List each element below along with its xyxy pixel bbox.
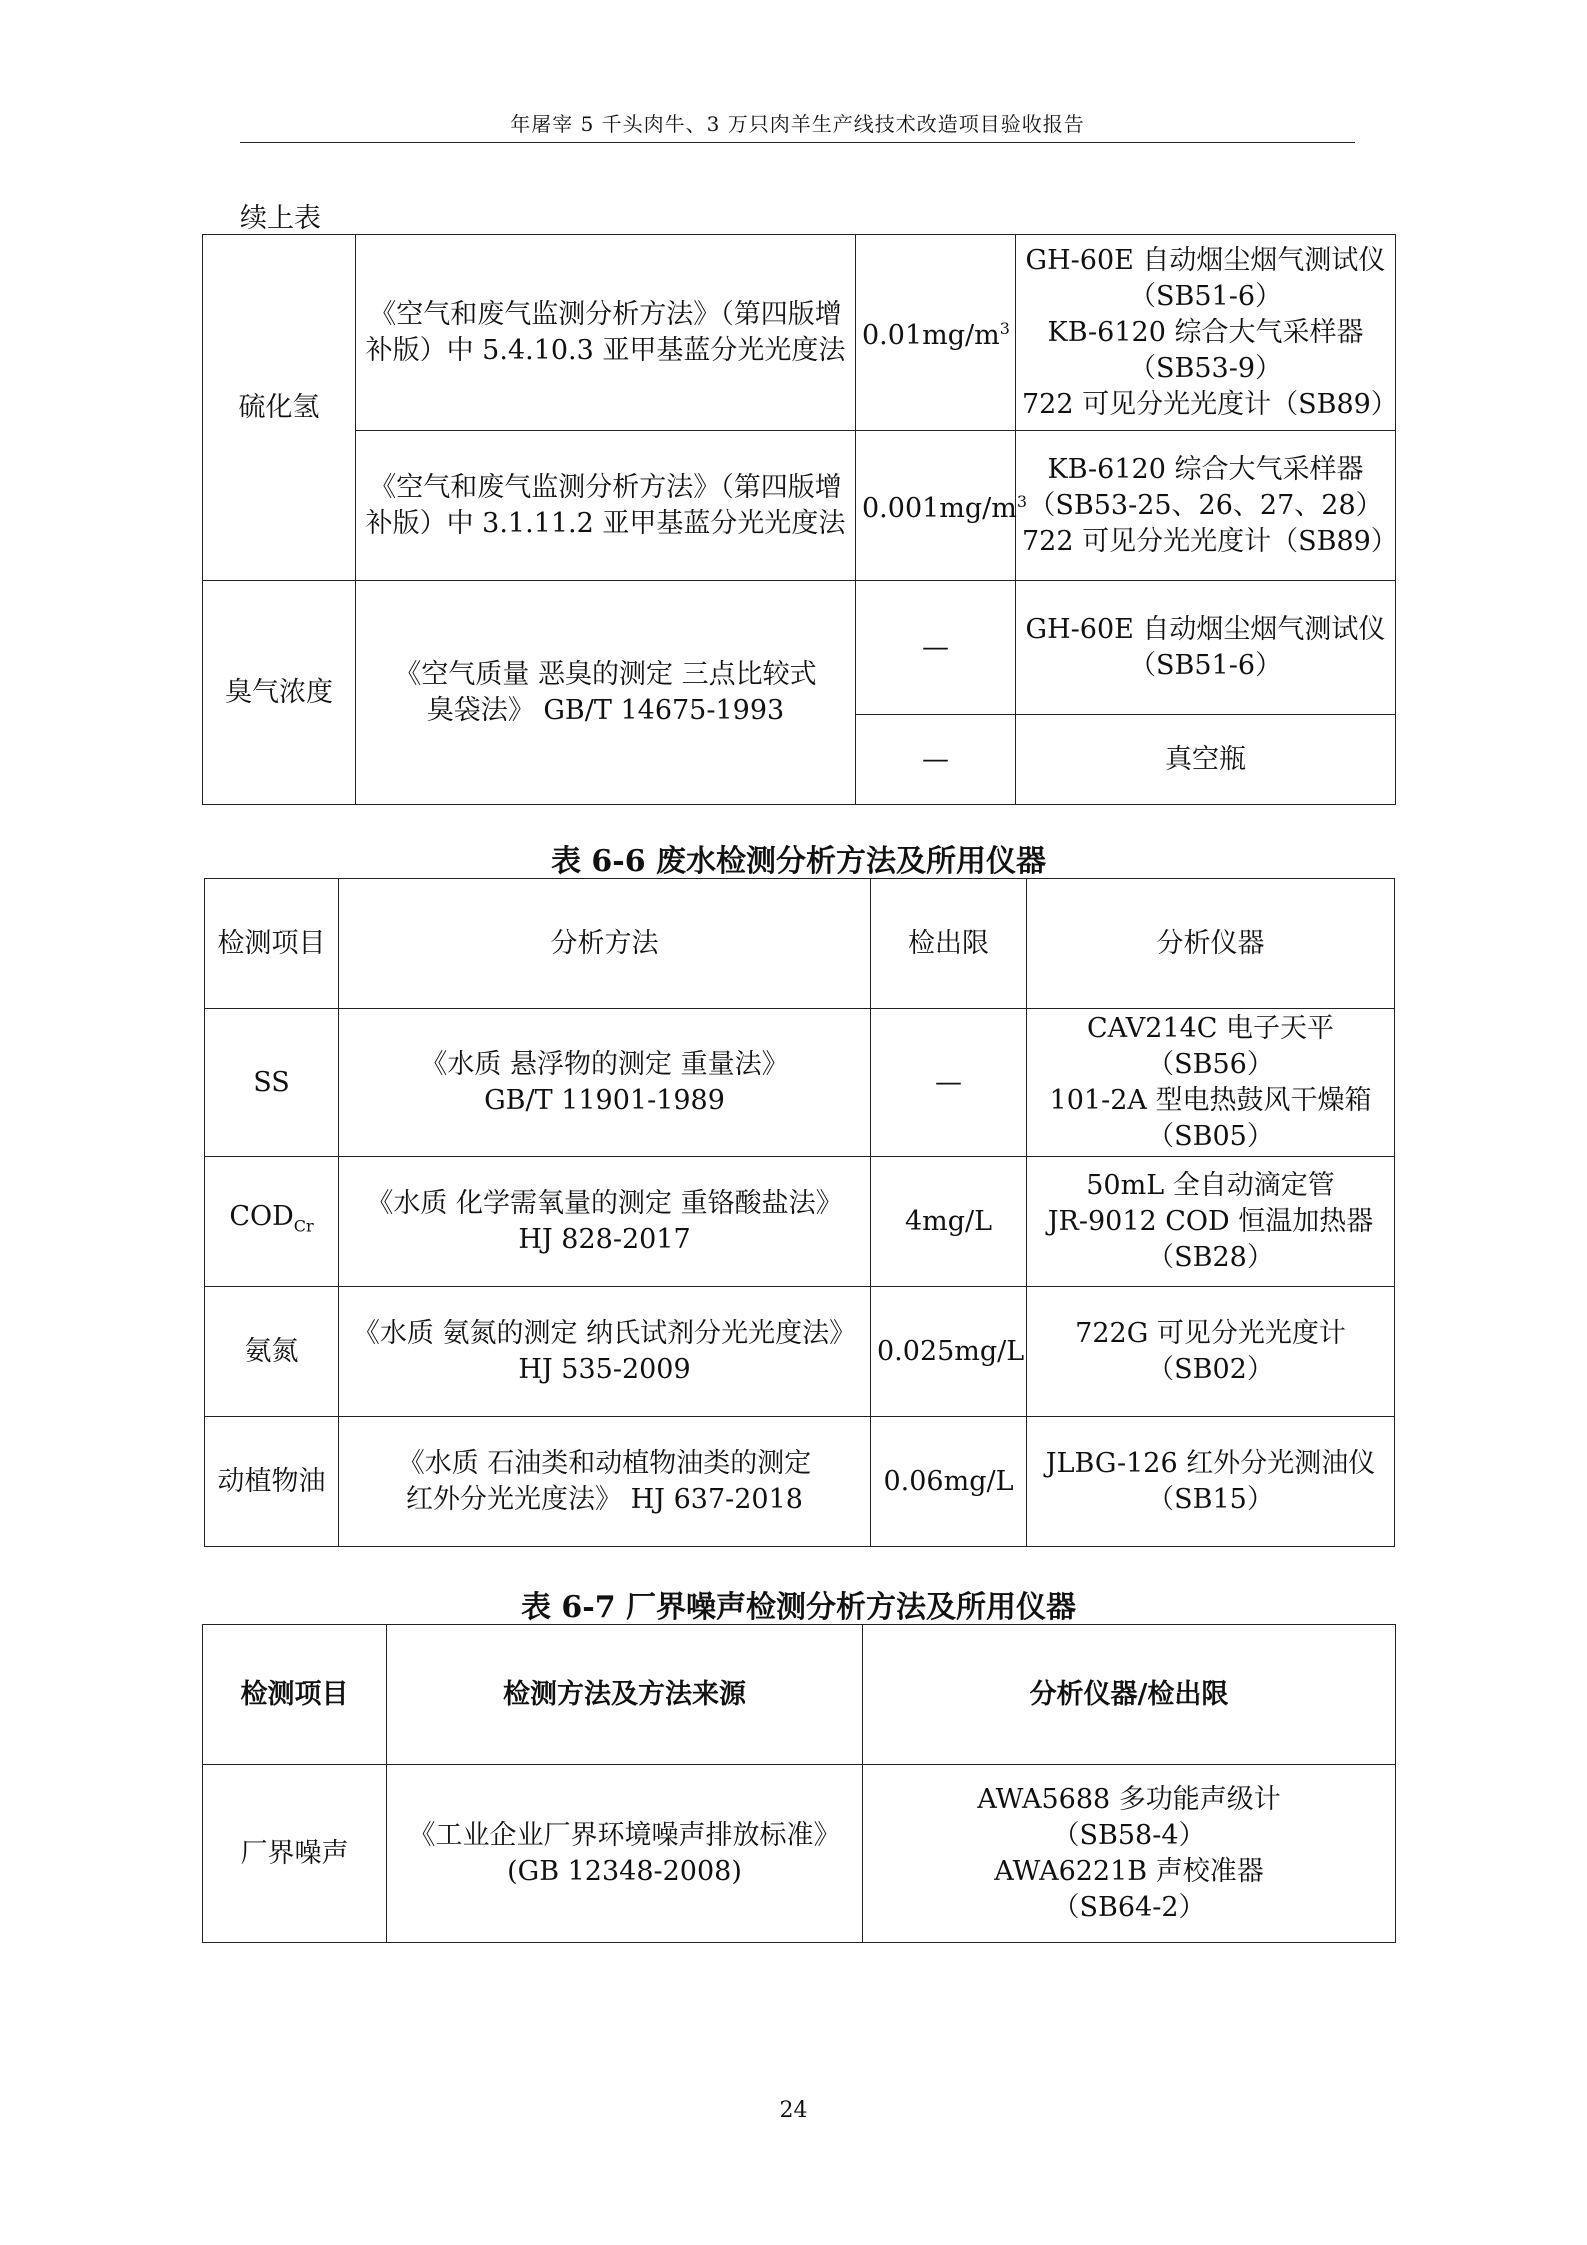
table-row <box>205 1157 1395 1287</box>
item-cell: $COD_{Cr}$ <box>205 1157 339 1287</box>
method-cell: 《水质 石油类和动植物油类的测定 红外分光光度法》 HJ 637-2018 <box>339 1417 871 1547</box>
column-header: 检测项目 <box>205 879 339 1009</box>
header-rule <box>240 142 1355 143</box>
column-header: 检出限 <box>871 879 1027 1009</box>
table-row <box>205 1417 1395 1547</box>
instrument-cell: 722G 可见分光光度计 （SB02） <box>1027 1287 1395 1417</box>
table-row <box>203 431 1396 581</box>
instrument-cell: AWA5688 多功能声级计 （SB58-4） AWA6221B 声校准器 （SB64-2） <box>863 1765 1396 1943</box>
table-caption-6-7: 表 6-7 厂界噪声检测分析方法及所用仪器 <box>520 1590 1077 1625</box>
item-cell: 氨氮 <box>205 1287 339 1417</box>
limit-cell: — <box>856 581 1016 715</box>
item-cell: 动植物油 <box>205 1417 339 1547</box>
method-cell: 《水质 悬浮物的测定 重量法》 GB/T 11901-1989 <box>339 1009 871 1157</box>
method-cell: 《空气和废气监测分析方法》（第四版增 补版）中 5.4.10.3 亚甲基蓝分光光度法 <box>356 235 856 431</box>
item-cell: SS <box>205 1009 339 1157</box>
table-6-7 <box>202 1624 1396 1943</box>
table-row <box>203 235 1396 431</box>
table-row <box>203 581 1396 715</box>
item-cell: 硫化氢 <box>203 235 356 581</box>
table-header-row <box>203 1625 1396 1765</box>
column-header: 检测项目 <box>203 1625 387 1765</box>
instrument-cell: CAV214C 电子天平 （SB56） 101-2A 型电热鼓风干燥箱 （SB05） <box>1027 1009 1395 1157</box>
table-row <box>203 1765 1396 1943</box>
table-row <box>205 1287 1395 1417</box>
instrument-cell: KB-6120 综合大气采样器 （SB53-25、26、27、28） 722 可见分光光度计（SB89） <box>1016 431 1396 581</box>
column-header: 分析仪器/检出限 <box>863 1625 1396 1765</box>
instrument-cell: GH-60E 自动烟尘烟气测试仪 （SB51-6） KB-6120 综合大气采样器 （SB53-9） 722 可见分光光度计（SB89） <box>1016 235 1396 431</box>
limit-cell: $0.01mg/m^3$ <box>856 235 1016 431</box>
limit-cell: 0.025mg/L <box>871 1287 1027 1417</box>
instrument-cell: GH-60E 自动烟尘烟气测试仪 （SB51-6） <box>1016 581 1396 715</box>
method-cell: 《空气质量 恶臭的测定 三点比较式 臭袋法》 GB/T 14675-1993 <box>356 581 856 805</box>
item-cell: 臭气浓度 <box>203 581 356 805</box>
limit-cell: $0.001mg/m^3$ <box>856 431 1016 581</box>
method-cell: 《水质 氨氮的测定 纳氏试剂分光光度法》 HJ 535-2009 <box>339 1287 871 1417</box>
method-cell: 《工业企业厂界环境噪声排放标准》 (GB 12348-2008) <box>387 1765 863 1943</box>
table-6-6 <box>204 878 1395 1547</box>
limit-cell: 0.06mg/L <box>871 1417 1027 1547</box>
table-row <box>205 1009 1395 1157</box>
table-continued <box>202 234 1396 805</box>
instrument-cell: JLBG-126 红外分光测油仪 （SB15） <box>1027 1417 1395 1547</box>
instrument-cell: 50mL 全自动滴定管 JR-9012 COD 恒温加热器 （SB28） <box>1027 1157 1395 1287</box>
instrument-cell: 真空瓶 <box>1016 715 1396 805</box>
limit-cell: — <box>871 1009 1027 1157</box>
continued-label: 续上表 <box>240 203 321 234</box>
method-cell: 《空气和废气监测分析方法》（第四版增 补版）中 3.1.11.2 亚甲基蓝分光光度法 <box>356 431 856 581</box>
table-caption-6-6: 表 6-6 废水检测分析方法及所用仪器 <box>550 844 1047 879</box>
column-header: 分析方法 <box>339 879 871 1009</box>
item-cell: 厂界噪声 <box>203 1765 387 1943</box>
page-number: 24 <box>779 2098 808 2123</box>
limit-cell: 4mg/L <box>871 1157 1027 1287</box>
method-cell: 《水质 化学需氧量的测定 重铬酸盐法》 HJ 828-2017 <box>339 1157 871 1287</box>
column-header: 检测方法及方法来源 <box>387 1625 863 1765</box>
table-header-row <box>205 879 1395 1009</box>
page-header: 年屠宰 5 千头肉牛、3 万只肉羊生产线技术改造项目验收报告 <box>510 112 1085 136</box>
column-header: 分析仪器 <box>1027 879 1395 1009</box>
limit-cell: — <box>856 715 1016 805</box>
